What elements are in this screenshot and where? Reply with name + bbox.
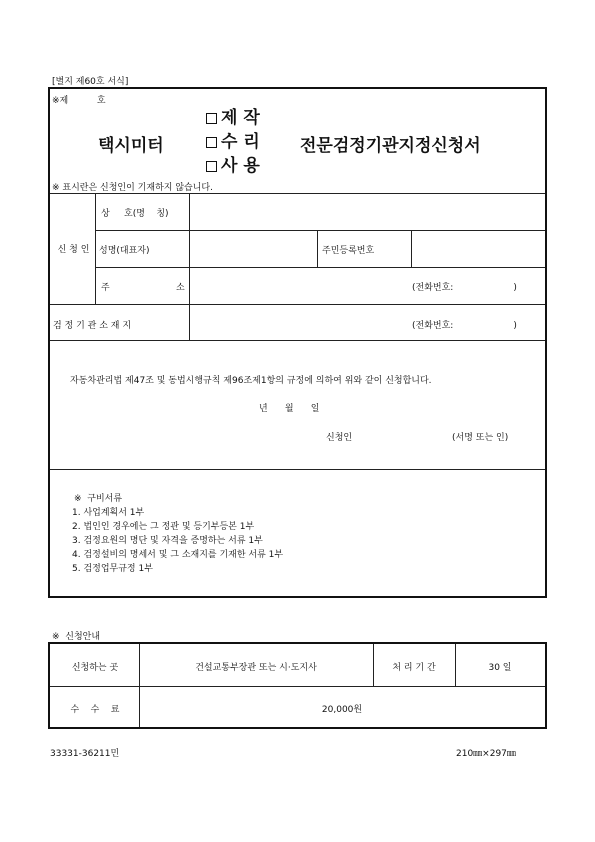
paper-size: 210㎜×297㎜: [456, 749, 516, 759]
period-value: 30 일: [488, 663, 512, 673]
divider: [95, 230, 545, 231]
divider: [317, 230, 318, 267]
checkbox-icon: [206, 113, 217, 124]
representative-name-field[interactable]: [192, 233, 314, 265]
declaration-statement: 자동차관리법 제47조 및 동법시행규칙 제96조제1항의 규정에 의하여 위와 같이 신청합니다.: [70, 376, 432, 386]
signature-label: (서명 또는 인): [452, 433, 509, 443]
address-label-right: 소: [176, 283, 185, 293]
test-location-phone: (전화번호: ): [412, 321, 517, 331]
period-label: 처 리 기 간: [392, 663, 436, 673]
business-name-label: 상 호(명 칭): [101, 209, 169, 219]
address-phone: (전화번호: ): [412, 283, 517, 293]
note-applicant: ※ 표시란은 신청인이 기재하지 않습니다.: [52, 183, 213, 193]
list-item: 1. 사업계획서 1부: [72, 508, 145, 518]
test-location-label: 검 정 기 관 소 재 지: [53, 321, 132, 331]
title-option-manufacture[interactable]: 제 작: [206, 106, 260, 130]
list-item: 2. 법인인 경우에는 그 정관 및 등기부등본 1부: [72, 522, 255, 532]
resident-number-label: 주민등록번호: [322, 246, 375, 256]
where-value: 건설교통부장관 또는 시·도지사: [195, 663, 317, 673]
documents-header: ※ 구비서류: [74, 494, 123, 504]
divider: [50, 304, 545, 305]
title-options: [206, 106, 260, 178]
divider: [411, 230, 412, 267]
divider: [95, 193, 96, 304]
resident-number-field[interactable]: [414, 233, 542, 265]
fee-label: 수 수 료: [70, 705, 120, 715]
divider: [50, 469, 545, 470]
representative-name-label: 성명(대표자): [99, 246, 150, 256]
address-field[interactable]: [192, 270, 412, 302]
applicant-section-label: 신 청 인: [57, 245, 90, 255]
list-item: 3. 검정요원의 명단 및 자격을 증명하는 서류 1부: [72, 536, 263, 546]
divider: [95, 267, 545, 268]
registration-number-label: ※제 호: [52, 96, 106, 106]
divider: [50, 193, 545, 194]
declaration-date: 년 월 일: [259, 404, 320, 414]
list-item: 5. 검정업무규정 1부: [72, 564, 153, 574]
form-code: 33331-36211민: [50, 749, 120, 759]
form-number: [별지 제60호 서식]: [52, 77, 129, 87]
title-option-use[interactable]: 사 용: [206, 154, 260, 178]
divider: [189, 193, 190, 340]
list-item: 4. 검정설비의 명세서 및 그 소재지를 기재한 서류 1부: [72, 550, 284, 560]
where-label: 신청하는 곳: [71, 663, 119, 673]
checkbox-icon: [206, 161, 217, 172]
fee-value: 20,000원: [321, 705, 363, 715]
divider: [50, 340, 545, 341]
documents-list: [72, 506, 283, 576]
checkbox-icon: [206, 137, 217, 148]
declaration-applicant-label: 신청인: [326, 433, 353, 443]
title-option-repair[interactable]: 수 리: [206, 130, 260, 154]
business-name-field[interactable]: [192, 196, 542, 228]
title-suffix: 전문검정기관지정신청서: [300, 136, 481, 156]
guide-header: ※ 신청안내: [52, 632, 101, 642]
address-label-left: 주: [101, 283, 110, 293]
divider: [50, 686, 545, 687]
title-item-prefix: 택시미터: [98, 136, 164, 156]
test-location-field[interactable]: [192, 307, 412, 338]
